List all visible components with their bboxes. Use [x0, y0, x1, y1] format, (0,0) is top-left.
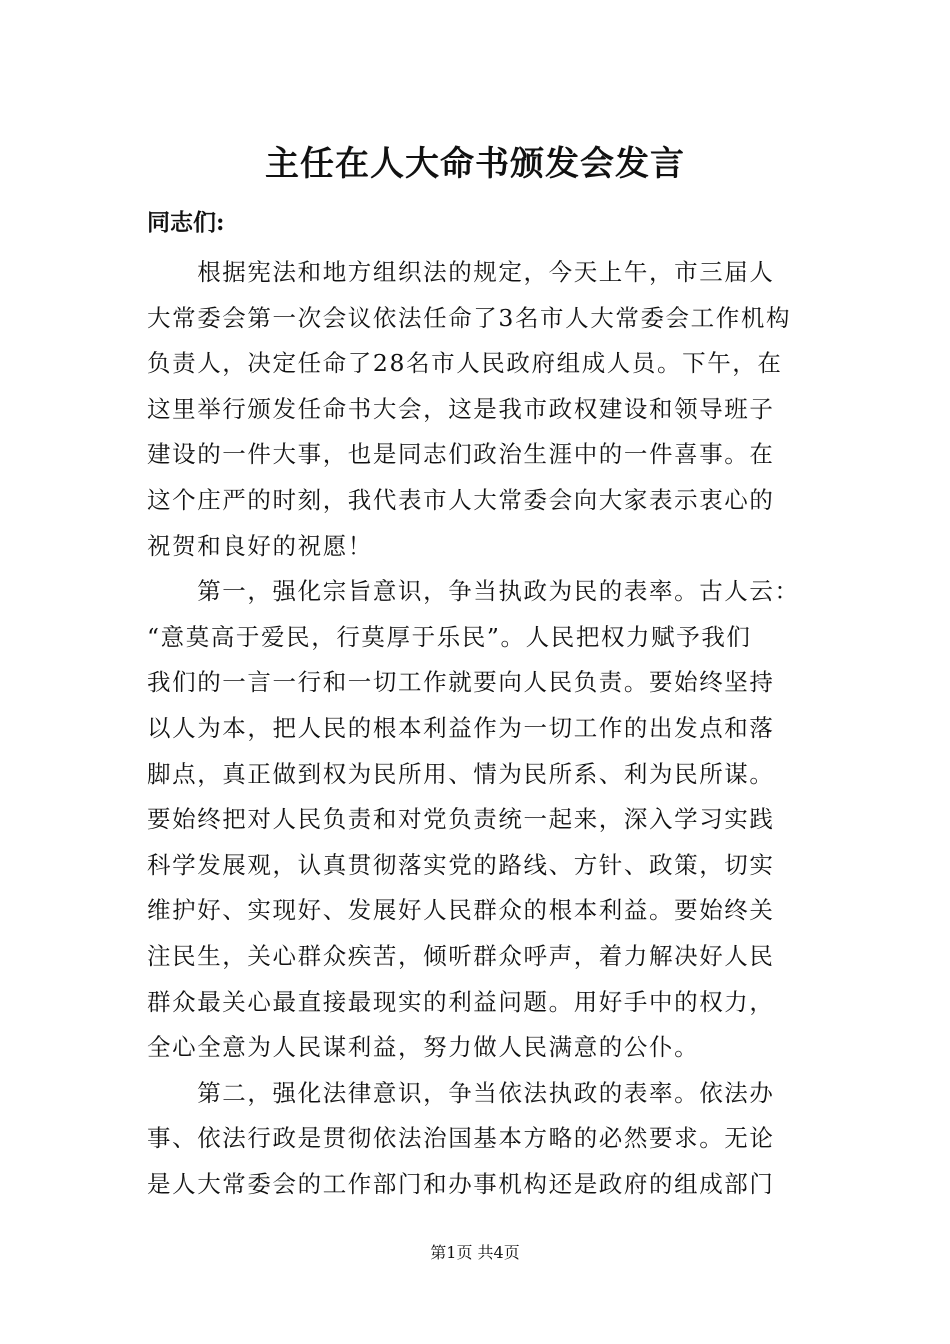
text-line: 维护好、实现好、发展好人民群众的根本利益。要始终关: [147, 896, 775, 925]
text-line: 这里举行颁发任命书大会，这是我市政权建设和领导班子: [147, 394, 775, 423]
salutation: 同志们:: [147, 209, 225, 236]
text-line: 第二，强化法律意识，争当依法执政的表率。依法办: [147, 1078, 775, 1107]
text-line: 我们的一言一行和一切工作就要向人民负责。要始终坚持: [147, 668, 775, 697]
text-line: 第一，强化宗旨意识，争当执政为民的表率。古人云：: [147, 577, 800, 606]
text-line: 注民生，关心群众疾苦，倾听群众呼声，着力解决好人民: [147, 941, 775, 970]
text-line: 根据宪法和地方组织法的规定，今天上午，市三届人: [147, 258, 775, 286]
text-line: 建设的一件大事，也是同志们政治生涯中的一件喜事。在: [147, 440, 775, 469]
document-title: 主任在人大命书颁发会发言: [265, 144, 685, 184]
text-line: 是人大常委会的工作部门和办事机构还是政府的组成部门: [147, 1169, 775, 1198]
text-line: 要始终把对人民负责和对党负责统一起来，深入学习实践: [147, 805, 775, 834]
text-line: 脚点，真正做到权为民所用、情为民所系、利为民所谋。: [147, 759, 775, 788]
text-line: 祝贺和良好的祝愿！: [147, 531, 373, 560]
text-line: 负责人，决定任命了28名市人民政府组成人员。下午，在: [147, 349, 783, 378]
page-footer: 第1页 共4页: [430, 1243, 520, 1262]
text-line: 大常委会第一次会议依法任命了3名市人大常委会工作机构: [147, 303, 792, 332]
text-line: 以人为本，把人民的根本利益作为一切工作的出发点和落: [147, 713, 775, 742]
text-line: 这个庄严的时刻，我代表市人大常委会向大家表示衷心的: [147, 485, 775, 514]
body-text: [147, 250, 807, 1207]
text-line: 科学发展观，认真贯彻落实党的路线、方针、政策，切实: [147, 850, 775, 879]
text-line: 群众最关心最直接最现实的利益问题。用好手中的权力，: [147, 987, 775, 1016]
text-line: 全心全意为人民谋利益，努力做人民满意的公仆。: [147, 1033, 700, 1062]
text-line: “意莫高于爱民，行莫厚于乐民”。人民把权力赋予我们: [147, 622, 752, 651]
text-line: 事、依法行政是贯彻依法治国基本方略的必然要求。无论: [147, 1124, 775, 1153]
